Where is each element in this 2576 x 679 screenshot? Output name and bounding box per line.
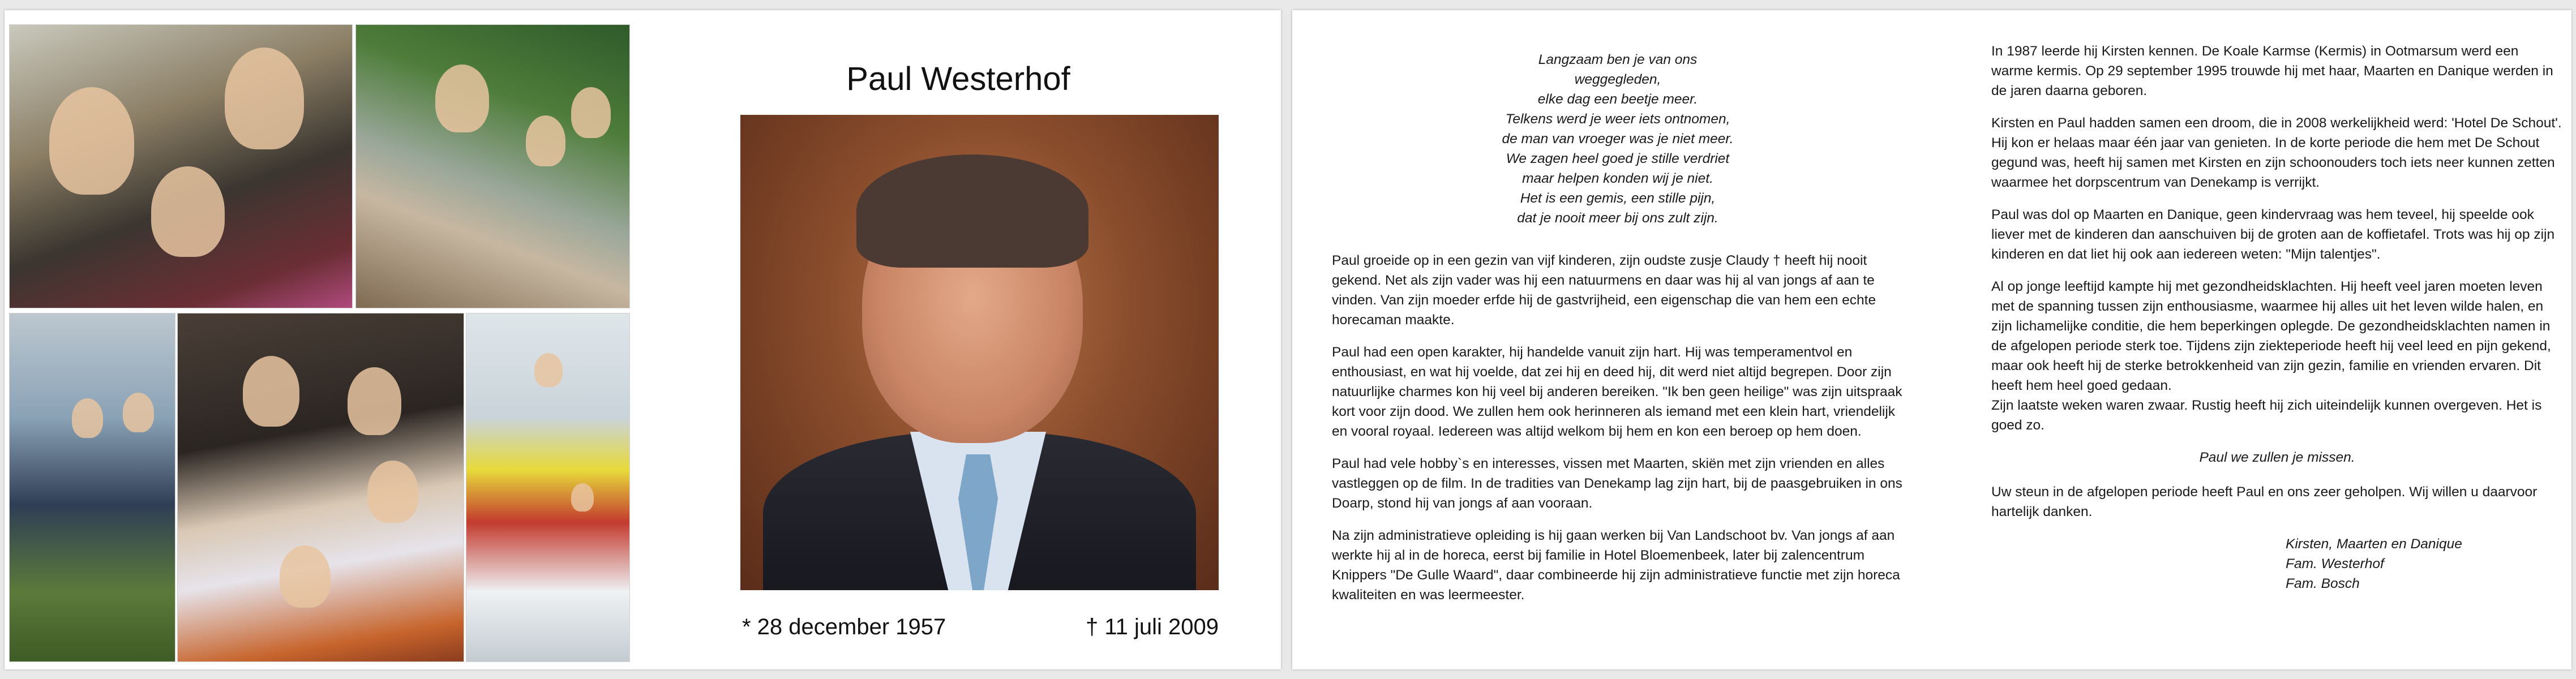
- signature-line: Fam. Bosch: [2286, 576, 2360, 591]
- text-column-right: [1991, 41, 2563, 594]
- thanks-paragraph: Uw steun in de afgelopen periode heeft Paul en ons zeer geholpen. Wij willen u daarvoor hartelijk danken.: [1991, 484, 2538, 519]
- memorial-poem: [1332, 50, 1904, 228]
- signature-line: Fam. Westerhof: [2286, 556, 2384, 571]
- poem-line: Langzaam ben je van ons: [1538, 52, 1698, 67]
- photo-family-portrait: [177, 313, 464, 662]
- poem-line: Het is een gemis, een stille pijn,: [1520, 191, 1716, 206]
- signatures: [2286, 534, 2563, 594]
- text-column-left: [1332, 41, 1904, 617]
- poem-line: Telkens werd je weer iets ontnomen,: [1505, 111, 1730, 127]
- photo-skiing: [466, 313, 630, 662]
- health-paragraph: Al op jonge leeftijd kampte hij met gezondheidsklachten. Hij heeft veel jaren moeten leven met de spanning tussen zijn enthousiasme, waarmee hij alles uit het leven wilde halen, en zijn lichamelijke conditie, die hem beperkingen oplegde. De gezondheidsklachten namen in de afgelopen periode sterk toe. Tijdens zijn ziekteperiode heeft hij veel leed en pijn gekend, maar ook heeft hij de sterke betrokkenheid van zijn gezin, familie en vrienden ervaren. Dit heeft hem heel goed gedaan.: [1991, 279, 2551, 393]
- closing-line: Paul we zullen je missen.: [2199, 450, 2355, 465]
- poem-line: elke dag een beetje meer.: [1537, 92, 1698, 107]
- bio-paragraph: Paul had een open karakter, hij handelde vanuit zijn hart. Hij was temperamentvol en enthousiast, en wat hij voelde, dat zei hij en deed hij, dit werd niet altijd begrepen. Door zijn natuurlijke charmes kon hij veel bij anderen bereiken. "Ik ben geen heilige" was zijn uitspraak kort voor zijn dood. We zullen hem ook herinneren als iemand met een klein hart, vriendelijk en vooral royaal. Iedereen was altijd welkom bij hem en kon een beroep op hem doen.: [1332, 345, 1902, 439]
- final-weeks-paragraph: Zijn laatste weken waren zwaar. Rustig heeft hij zich uiteindelijk kunnen overgeven. Het is goed zo.: [1991, 398, 2542, 433]
- photo-family-children: [9, 24, 353, 308]
- poem-line: maar helpen konden wij je niet.: [1522, 171, 1713, 186]
- bio-paragraph: Paul had vele hobby`s en interesses, vissen met Maarten, skiën met zijn vrienden en alles vastleggen op de film. In de tradities van Denekamp lag zijn hart, bij de paasgebruiken in ons Doarp, stond hij van jongs af aan vooraan.: [1332, 456, 1902, 511]
- death-date: † 11 juli 2009: [1086, 614, 1219, 639]
- bio-paragraph: Kirsten en Paul hadden samen een droom, die in 2008 werkelijkheid werd: 'Hotel De Schout'. Hij kon er helaas maar één jaar van genieten. In de korte periode die hem met De Schout gegund was, heeft hij samen met Kirsten en zijn schoonouders toch iets neer kunnen zetten waarmee het dorpscentrum van Denekamp is verrijkt.: [1991, 115, 2562, 190]
- poem-line: We zagen heel goed je stille verdriet: [1506, 151, 1730, 166]
- signature-line: Kirsten, Maarten en Danique: [2286, 536, 2462, 552]
- bio-paragraph: Paul groeide op in een gezin van vijf kinderen, zijn oudste zusje Claudy † heeft hij nooit gekend. Net als zijn vader was hij een natuurmens en daar was hij al van jongs af aan te vinden. Van zijn moeder erfde hij de gastvrijheid, een eigenschap die van hem een echte horecaman maakte.: [1332, 253, 1876, 328]
- photo-outdoor-family: [355, 24, 630, 308]
- bio-paragraph: Paul was dol op Maarten en Danique, geen kindervraag was hem teveel, hij speelde ook liever met de kinderen dan aanschuiven bij de groten aan de koffietafel. Trots was hij op zijn kinderen en dat liet hij ook aan iedereen weten: "Mijn talentjes".: [1991, 207, 2555, 262]
- poem-line: weggegleden,: [1574, 72, 1661, 87]
- portrait-photo: [740, 115, 1219, 590]
- poem-line: dat je nooit meer bij ons zult zijn.: [1517, 210, 1718, 226]
- card-front-spread: [5, 10, 1281, 669]
- photo-group-outdoors: [9, 313, 175, 662]
- bio-paragraph: In 1987 leerde hij Kirsten kennen. De Koale Karmse (Kermis) in Ootmarsum werd een warme kermis. Op 29 september 1995 trouwde hij met haar, Maarten en Danique werden in de jaren daarna geboren.: [1991, 44, 2553, 98]
- birth-date: * 28 december 1957: [742, 614, 946, 639]
- bio-paragraph: Na zijn administratieve opleiding is hij gaan werken bij Van Landschoot bv. Van jongs af aan werkte hij al in de horeca, eerst bij familie in Hotel Bloemenbeek, later bij zalencentrum Knippers "De Gulle Waard", daar combineerde hij zijn administratieve functie met zijn horeca kwaliteiten en was leermeester.: [1332, 528, 1900, 603]
- poem-line: de man van vroeger was je niet meer.: [1502, 131, 1734, 147]
- card-inner-spread: [1292, 10, 2571, 669]
- deceased-name: Paul Westerhof: [846, 61, 1070, 97]
